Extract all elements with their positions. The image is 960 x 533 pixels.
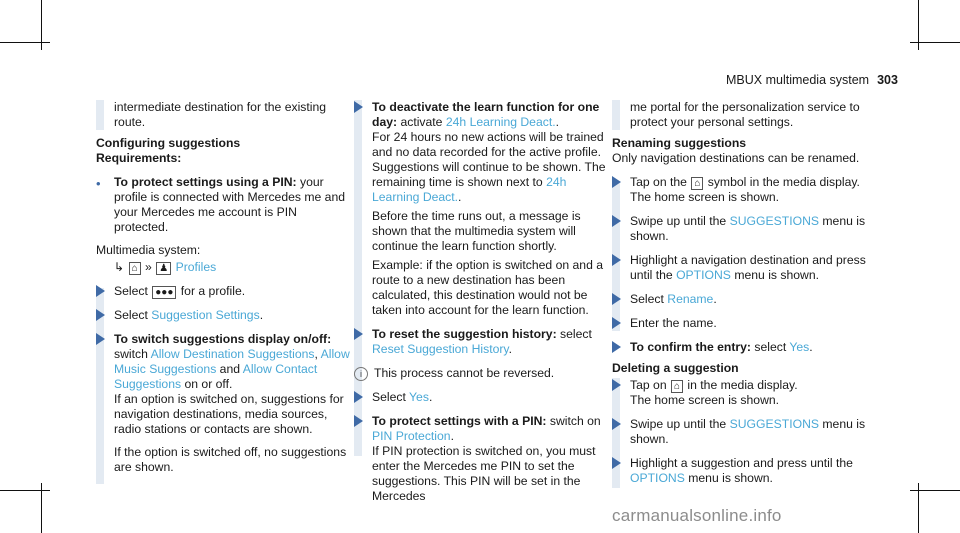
- step-item: Select Rename.: [612, 292, 870, 307]
- paragraph: Example: if the option is switched on and a route to a new destination has been calculated, this destination would not be taken into account for the learn function.: [372, 258, 604, 317]
- allow-contact-link[interactable]: Allow Contact Suggestions: [114, 362, 318, 391]
- paragraph: me portal for the personalization service to protect your personal settings.: [630, 100, 860, 129]
- sidebar-bar: [96, 100, 104, 130]
- step-item: To deactivate the learn function for one day: activate 24h Learning Deact.. For 24 hours no new actions will be trained and no data recorded for the active profile. Suggestions will continue to be shown. The remaining time is shown next to 24h Learning Deact.. Before the time runs out, a message is shown that the multimedia system will continue the learn function shortly. Example: if the option is switched on and a route to a new destination has been calculated, this destination would not be taken into account for the learn function.: [354, 100, 612, 318]
- crop-mark: [0, 42, 50, 43]
- yes-link[interactable]: Yes: [789, 340, 810, 354]
- paragraph: If PIN protection is switched on, you must enter the Mercedes me PIN to set the suggestions. This PIN will be set in the Mercedes: [372, 444, 596, 503]
- step-arrow-icon: [612, 293, 621, 305]
- yes-link[interactable]: Yes: [409, 390, 429, 404]
- column-3: [612, 100, 870, 486]
- paragraph: Only navigation destinations can be renamed.: [612, 151, 860, 165]
- step-item: To protect settings with a PIN: switch on PIN Protection. If PIN protection is switched on, you must enter the Mercedes me PIN to set the suggestions. This PIN will be set in the Mercedes: [354, 414, 612, 504]
- column-2: [354, 100, 612, 504]
- requirements-label: Requirements:: [96, 151, 182, 165]
- bullet-icon: •: [96, 176, 101, 191]
- rename-link[interactable]: Rename: [667, 292, 714, 306]
- step-item: To switch suggestions display on/off: switch Allow Destination Suggestions, Allow Music Suggestions and Allow Contact Suggestions on or off. If an option is switched on, suggestions for navigation destinations, media sources, radio stations or contacts are shown. If the option is switched off, no suggestions are shown.: [96, 332, 354, 475]
- paragraph: The home screen is shown.: [630, 393, 780, 407]
- watermark: carmanualsonline.info: [612, 506, 782, 525]
- dots-icon: ●●●: [152, 286, 176, 299]
- step-item: Highlight a suggestion and press until the OPTIONS menu is shown.: [612, 456, 870, 486]
- step-item: Swipe up until the SUGGESTIONS menu is shown.: [612, 417, 870, 447]
- step-arrow-icon: [96, 309, 105, 321]
- note-item: i This process cannot be reversed.: [354, 366, 612, 381]
- step-arrow-icon: [96, 333, 105, 345]
- allow-destination-link[interactable]: Allow Destination Suggestions: [150, 347, 315, 361]
- section-heading: Configuring suggestions: [96, 136, 241, 150]
- step-item: Enter the name.: [612, 316, 870, 331]
- reset-history-link[interactable]: Reset Suggestion History: [372, 342, 509, 356]
- step-arrow-icon: [612, 317, 621, 329]
- page-title: MBUX multimedia system: [726, 73, 870, 87]
- step-arrow-icon: [612, 254, 621, 266]
- crop-mark: [0, 490, 50, 491]
- step-arrow-icon: [354, 415, 363, 427]
- sidebar-bar: [612, 100, 620, 130]
- paragraph: If the option is switched off, no suggestions are shown.: [114, 445, 347, 474]
- suggestions-menu-link[interactable]: SUGGESTIONS: [729, 417, 819, 431]
- step-item: Swipe up until the SUGGESTIONS menu is shown.: [612, 214, 870, 244]
- step-arrow-icon: [354, 391, 363, 403]
- step-item: Select Suggestion Settings.: [96, 308, 354, 323]
- page-number: 303: [877, 73, 898, 87]
- step-arrow-icon: [354, 101, 363, 113]
- suggestion-settings-link[interactable]: Suggestion Settings: [151, 308, 260, 322]
- step-arrow-icon: [354, 328, 363, 340]
- step-item: Highlight a navigation destination and press until the OPTIONS menu is shown.: [612, 253, 870, 283]
- options-menu-link[interactable]: OPTIONS: [676, 268, 731, 282]
- paragraph: Before the time runs out, a message is shown that the multimedia system will continue the learn function shortly.: [372, 209, 581, 253]
- route-arrow-icon: ↳: [114, 260, 125, 274]
- double-arrow-icon: »: [145, 260, 152, 274]
- intro-text: intermediate destination for the existing route.: [114, 100, 327, 129]
- step-arrow-icon: [612, 418, 621, 430]
- step-arrow-icon: [612, 176, 621, 188]
- step-item: To confirm the entry: select Yes.: [612, 340, 870, 355]
- step-arrow-icon: [612, 379, 621, 391]
- allow-music-link[interactable]: Allow Music Suggestions: [114, 347, 350, 376]
- multimedia-label: Multimedia system:: [96, 243, 201, 257]
- step-item: Select ●●● for a profile.: [96, 284, 354, 299]
- crop-mark: [910, 42, 960, 43]
- step-arrow-icon: [96, 285, 105, 297]
- home-icon: ⌂: [691, 177, 703, 190]
- pin-protection-link[interactable]: PIN Protection: [372, 429, 451, 443]
- section-heading: Deleting a suggestion: [612, 361, 739, 375]
- profiles-link: Profiles: [175, 260, 217, 274]
- step-item: To reset the suggestion history: select Reset Suggestion History.: [354, 327, 612, 357]
- page-header: [726, 73, 908, 87]
- home-icon: ⌂: [671, 380, 683, 393]
- crop-mark: [910, 490, 960, 491]
- info-icon: i: [354, 367, 368, 381]
- paragraph: The home screen is shown.: [630, 190, 780, 204]
- step-arrow-icon: [612, 341, 621, 353]
- step-item: Tap on ⌂ in the media display. The home screen is shown.: [612, 378, 870, 408]
- learning-deact-link-2[interactable]: 24h Learning Deact.: [372, 175, 567, 204]
- step-item: Select Yes.: [354, 390, 612, 405]
- home-icon: ⌂: [129, 262, 141, 275]
- section-heading: Renaming suggestions: [612, 136, 747, 150]
- step-item: Tap on the ⌂ symbol in the media display. The home screen is shown.: [612, 175, 870, 205]
- suggestions-menu-link[interactable]: SUGGESTIONS: [729, 214, 819, 228]
- requirement-item: • To protect settings using a PIN: your profile is connected with Mercedes me and your Mercedes me account is PIN protected.: [96, 175, 346, 234]
- options-menu-link[interactable]: OPTIONS: [630, 471, 685, 485]
- paragraph: For 24 hours no new actions will be trained and no data recorded for the active profile. Suggestions will continue to be shown. The remaining time is shown next to 24h Learning Deact..: [372, 130, 606, 204]
- step-arrow-icon: [612, 215, 621, 227]
- profile-icon: ♟: [156, 262, 171, 275]
- step-arrow-icon: [612, 457, 621, 469]
- menu-path: [114, 260, 354, 275]
- learning-deact-link[interactable]: 24h Learning Deact.: [445, 115, 556, 129]
- paragraph: If an option is switched on, suggestions for navigation destinations, media sources, radio stations or contacts are shown.: [114, 392, 344, 436]
- column-1: [96, 100, 354, 475]
